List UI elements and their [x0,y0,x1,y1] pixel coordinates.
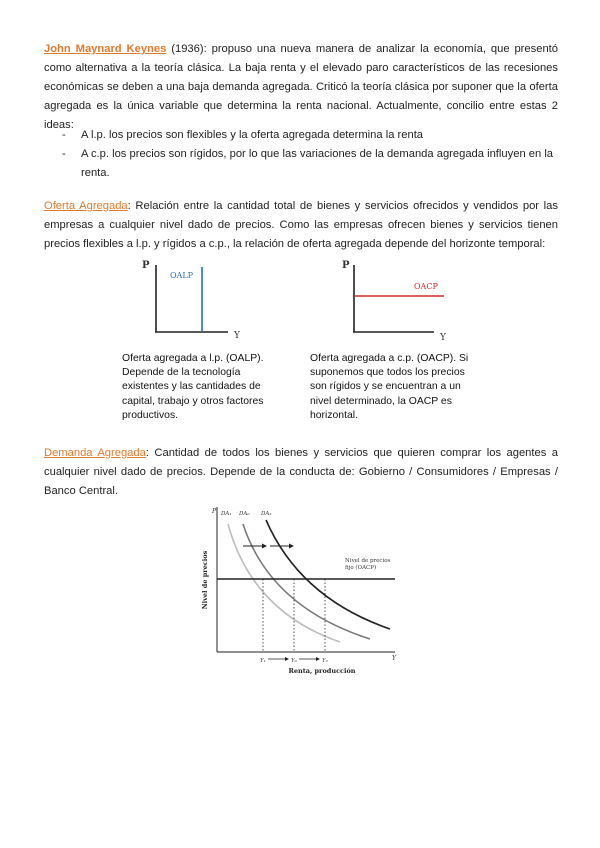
da-x-axis-letter: Y [392,655,396,662]
list-item: - A c.p. los precios son rígidos, por lo que las variaciones de la demanda agregada influyen en la renta. [62,145,560,183]
oferta-text: : Relación entre la cantidad total de bienes y servicios ofrecidos y vendidos por las empresas a cualquier nivel dado de precios. Como las empresas ofrecen bienes y servicios tienen precios flexibles a l.p. y rígidos a c.p., la relación de oferta agregada depende del horizonte temporal: [44,200,558,250]
tick-y0: Y₀ [291,658,297,664]
demanda-text: : Cantidad de todos los bienes y servicios que quieren comprar los agentes a cualquier nivel dado de precios. Depende de la conducta de: Gobierno / Consumidores / Empresas / Banco Central. [44,447,558,497]
oacp-x-axis-label: Y [440,333,446,343]
oacp-curve-label: OACP [414,282,438,291]
arrow-head-icon [316,657,320,661]
demanda-graph [190,502,414,682]
oacp-y-axis-label: P [342,260,350,271]
fixed-price-label-2: fijo (OACP) [345,565,377,571]
fixed-price-label-1: Nivel de precios [345,558,391,564]
demanda-paragraph [44,444,558,501]
da0-curve [243,524,370,639]
da2-label: DA₂ [261,511,272,517]
da-y-axis-letter: P [212,508,217,515]
keynes-name[interactable]: John Maynard Keynes [44,43,167,55]
tick-y2: Y₂ [322,658,328,664]
da0-label: DA₀ [239,511,250,517]
arrow-head-icon [285,657,289,661]
da-x-label: Renta, producción [288,667,356,675]
oalp-x-axis-label: Y [234,331,240,341]
oalp-graph [138,255,264,345]
da1-label: DA₁ [221,511,232,517]
oalp-curve-label: OALP [170,271,194,280]
list-item: - A l.p. los precios son flexibles y la oferta agregada determina la renta [62,126,560,145]
keynes-paragraph [44,40,558,135]
keynes-text: (1936): propuso una nueva manera de analizar la economía, que presentó como alternativa a la teoría clásica. La baja renta y el elevado paro característicos de las recesiones económicas se deben a una baja demanda agregada. Criticó la teoría clásica por suponer que la oferta agregada es la única variable que determina la renta nacional. Actualmente, concilio entre estas 2 ideas: [44,43,559,131]
oacp-caption: Oferta agregada a c.p. (OACP). Si suponemos que todos los precios son rígidos y se encuentran a un nivel determinado, la OACP es horizontal. [310,353,469,421]
da-y-label: Nivel de precios [201,550,209,610]
keynes-list [62,126,560,183]
oacp-graph [334,255,460,345]
oalp-caption: Oferta agregada a l.p. (OALP). Depende de la tecnología existentes y las cantidades de capital, trabajo y otros factores productivos. [122,353,264,421]
oferta-paragraph [44,197,558,254]
demanda-term[interactable]: Demanda Agregada [44,447,146,459]
da1-curve [228,524,340,642]
tick-y1: Y₁ [260,658,266,664]
oferta-term[interactable]: Oferta Agregada [44,200,128,212]
arrow-head-icon [262,544,267,549]
oalp-y-axis-label: P [142,260,150,271]
arrow-head-icon [289,544,294,549]
